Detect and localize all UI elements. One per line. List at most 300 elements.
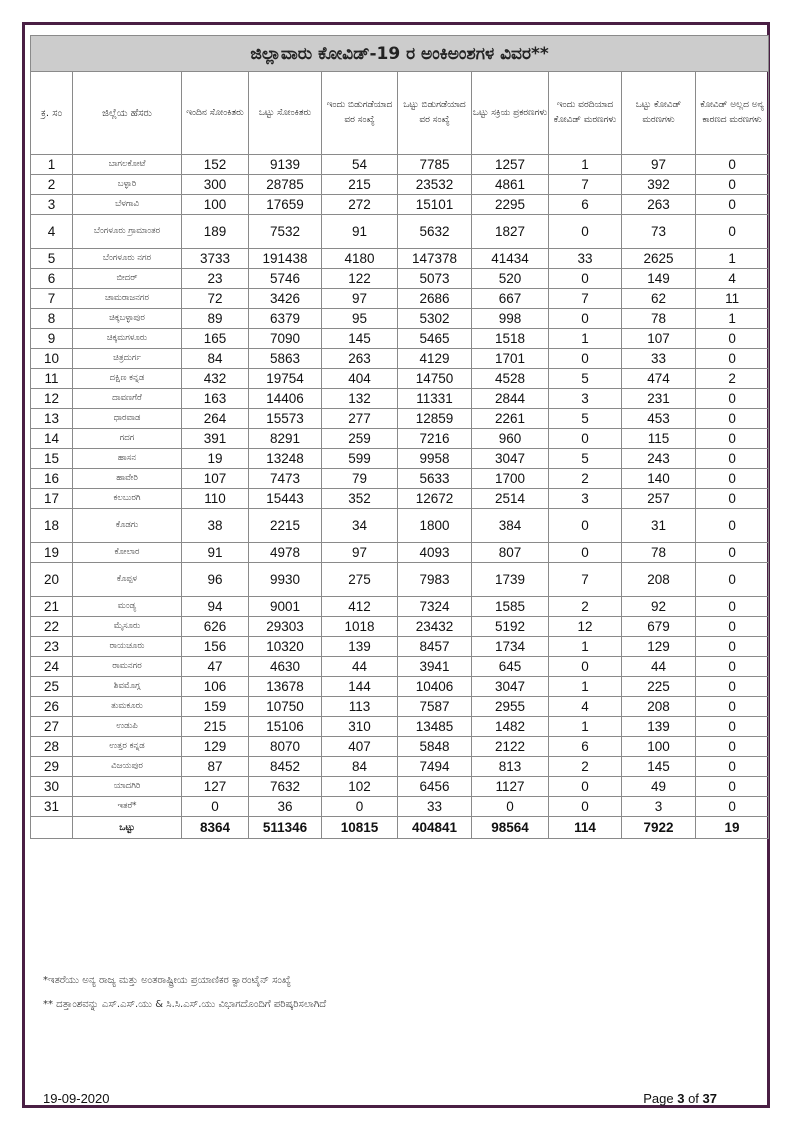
table-row [31,797,769,817]
cell-today-positive: 189 [182,215,249,249]
cell-active-cases: 0 [472,797,549,817]
cell-district: ಬೆಳಗಾವಿ [73,195,182,215]
cell-today-positive: 163 [182,389,249,409]
page-total: 37 [702,1091,717,1106]
cell-today-positive: 156 [182,637,249,657]
cell-active-cases: 2122 [472,737,549,757]
cell-non-covid-deaths: 0 [696,757,769,777]
total-row [31,817,769,839]
cell-total-discharged: 7785 [398,155,472,175]
cell-total-deaths: 474 [622,369,696,389]
cell-non-covid-deaths: 0 [696,215,769,249]
cell-serial: 25 [31,677,73,697]
cell-serial: 16 [31,469,73,489]
cell-serial: 10 [31,349,73,369]
cell-total-deaths: 140 [622,469,696,489]
cell-non-covid-deaths: 1 [696,309,769,329]
cell-today-positive: 89 [182,309,249,329]
cell-today-deaths: 5 [549,409,622,429]
footer-date: 19-09-2020 [43,1091,110,1106]
cell-non-covid-deaths: 0 [696,389,769,409]
cell-total-discharged: 147378 [398,249,472,269]
total-today-deaths: 114 [549,817,622,839]
cell-today-discharged: 79 [322,469,398,489]
cell-total-positive: 15573 [249,409,322,429]
cell-total-deaths: 73 [622,215,696,249]
cell-today-positive: 152 [182,155,249,175]
cell-total-discharged: 33 [398,797,472,817]
cell-total-deaths: 145 [622,757,696,777]
cell-serial: 19 [31,543,73,563]
table-row [31,369,769,389]
cell-non-covid-deaths: 0 [696,777,769,797]
cell-total-deaths: 453 [622,409,696,429]
cell-non-covid-deaths: 0 [696,637,769,657]
table-title: ಜಿಲ್ಲಾವಾರು ಕೋವಿಡ್-19 ರ ಅಂಕಿಅಂಶಗಳ ವಿವರ** [31,36,769,72]
cell-today-deaths: 0 [549,777,622,797]
header-col-active-cases: ಒಟ್ಟು ಸಕ್ರಿಯ ಪ್ರಕರಣಗಳು [472,72,549,155]
cell-today-discharged: 44 [322,657,398,677]
table-row [31,637,769,657]
cell-serial: 17 [31,489,73,509]
cell-district: ಚಾಮರಾಜನಗರ [73,289,182,309]
cell-non-covid-deaths: 0 [696,195,769,215]
cell-total-discharged: 9958 [398,449,472,469]
cell-today-positive: 300 [182,175,249,195]
cell-total-deaths: 243 [622,449,696,469]
table-row [31,449,769,469]
cell-total-positive: 9001 [249,597,322,617]
table-row [31,717,769,737]
cell-serial: 13 [31,409,73,429]
table-row [31,777,769,797]
footnote-others: *ಇತರೆಯು ಅನ್ಯ ರಾಜ್ಯ ಮತ್ತು ಅಂತರಾಷ್ಟ್ರೀಯ ಪ್ರಯಾಣಿಕರ ಕ್ವಾರಂಟೈನ್ ಸಂಖ್ಯೆ [43,975,291,986]
cell-district: ಬಾಗಲಕೋಟೆ [73,155,182,175]
cell-today-deaths: 6 [549,195,622,215]
total-today-positive: 8364 [182,817,249,839]
cell-serial: 30 [31,777,73,797]
cell-non-covid-deaths: 4 [696,269,769,289]
cell-total-discharged: 7324 [398,597,472,617]
cell-today-positive: 96 [182,563,249,597]
cell-today-positive: 127 [182,777,249,797]
cell-today-discharged: 132 [322,389,398,409]
header-col-non-covid-deaths: ಕೋವಿಡ್ ಅಲ್ಲದ ಅನ್ಯ ಕಾರಣದ ಮರಣಗಳು [696,72,769,155]
cell-serial: 27 [31,717,73,737]
table-row [31,429,769,449]
cell-district: ಕೊಡಗು [73,509,182,543]
cell-total-positive: 9930 [249,563,322,597]
cell-today-deaths: 1 [549,637,622,657]
header-col-today-discharged: ಇಂದು ಬಿಡುಗಡೆಯಾದ ವರ ಸಂಖ್ಯೆ [322,72,398,155]
cell-district: ಕಲಬುರಗಿ [73,489,182,509]
total-serial [31,817,73,839]
cell-today-positive: 165 [182,329,249,349]
cell-today-positive: 100 [182,195,249,215]
cell-non-covid-deaths: 0 [696,617,769,637]
cell-total-deaths: 257 [622,489,696,509]
cell-today-positive: 215 [182,717,249,737]
cell-non-covid-deaths: 0 [696,175,769,195]
cell-non-covid-deaths: 1 [696,249,769,269]
header-row [31,72,769,155]
cell-non-covid-deaths: 0 [696,329,769,349]
cell-district: ಮೈಸೂರು [73,617,182,637]
cell-today-discharged: 144 [322,677,398,697]
header-col-total-positive: ಒಟ್ಟು ಸೋಂಕಿತರು [249,72,322,155]
cell-total-positive: 5746 [249,269,322,289]
cell-total-deaths: 263 [622,195,696,215]
cell-serial: 2 [31,175,73,195]
cell-district: ಬಳ್ಳಾರಿ [73,175,182,195]
cell-total-discharged: 7587 [398,697,472,717]
cell-today-deaths: 0 [549,797,622,817]
cell-total-discharged: 2686 [398,289,472,309]
cell-serial: 8 [31,309,73,329]
cell-active-cases: 1585 [472,597,549,617]
cell-total-positive: 10320 [249,637,322,657]
table-row [31,269,769,289]
cell-total-deaths: 100 [622,737,696,757]
cell-total-positive: 4978 [249,543,322,563]
cell-total-discharged: 4129 [398,349,472,369]
cell-active-cases: 3047 [472,677,549,697]
cell-active-cases: 1701 [472,349,549,369]
cell-total-positive: 10750 [249,697,322,717]
cell-serial: 11 [31,369,73,389]
cell-total-deaths: 97 [622,155,696,175]
cell-total-discharged: 11331 [398,389,472,409]
cell-total-discharged: 14750 [398,369,472,389]
cell-district: ಬೀದರ್ [73,269,182,289]
cell-today-discharged: 122 [322,269,398,289]
table-row [31,409,769,429]
cell-active-cases: 1482 [472,717,549,737]
table-row [31,349,769,369]
cell-total-positive: 191438 [249,249,322,269]
cell-today-deaths: 12 [549,617,622,637]
table-row [31,289,769,309]
cell-today-positive: 23 [182,269,249,289]
cell-non-covid-deaths: 0 [696,469,769,489]
cell-today-discharged: 34 [322,509,398,543]
cell-total-positive: 7473 [249,469,322,489]
cell-serial: 4 [31,215,73,249]
cell-district: ಧಾರವಾಡ [73,409,182,429]
cell-today-deaths: 3 [549,389,622,409]
cell-today-positive: 84 [182,349,249,369]
cell-serial: 15 [31,449,73,469]
table-row [31,389,769,409]
cell-today-positive: 391 [182,429,249,449]
cell-non-covid-deaths: 0 [696,155,769,175]
cell-non-covid-deaths: 0 [696,697,769,717]
cell-today-discharged: 1018 [322,617,398,637]
cell-total-deaths: 2625 [622,249,696,269]
cell-total-discharged: 5633 [398,469,472,489]
cell-total-positive: 2215 [249,509,322,543]
cell-non-covid-deaths: 0 [696,737,769,757]
footnotes [43,969,326,1017]
cell-total-deaths: 115 [622,429,696,449]
cell-serial: 26 [31,697,73,717]
cell-total-positive: 15443 [249,489,322,509]
cell-total-deaths: 679 [622,617,696,637]
cell-total-discharged: 7216 [398,429,472,449]
cell-total-discharged: 23532 [398,175,472,195]
cell-active-cases: 4528 [472,369,549,389]
header-col-total-discharged: ಒಟ್ಟು ಬಿಡುಗಡೆಯಾದ ವರ ಸಂಖ್ಯೆ [398,72,472,155]
cell-non-covid-deaths: 11 [696,289,769,309]
cell-today-deaths: 7 [549,563,622,597]
cell-district: ವಿಜಯಪುರ [73,757,182,777]
cell-today-discharged: 310 [322,717,398,737]
cell-non-covid-deaths: 0 [696,563,769,597]
cell-today-deaths: 4 [549,697,622,717]
table-row [31,329,769,349]
cell-today-positive: 19 [182,449,249,469]
cell-today-deaths: 0 [549,429,622,449]
cell-non-covid-deaths: 0 [696,509,769,543]
page-number [643,1091,717,1106]
header-col-district: ಜಿಲ್ಲೆಯ ಹೆಸರು [73,72,182,155]
cell-today-discharged: 277 [322,409,398,429]
cell-today-deaths: 2 [549,757,622,777]
cell-today-discharged: 54 [322,155,398,175]
cell-total-positive: 7532 [249,215,322,249]
cell-active-cases: 1518 [472,329,549,349]
cell-district: ಹಾವೇರಿ [73,469,182,489]
cell-today-deaths: 0 [549,657,622,677]
cell-active-cases: 645 [472,657,549,677]
cell-total-positive: 29303 [249,617,322,637]
cell-total-discharged: 3941 [398,657,472,677]
header-col-total-deaths: ಒಟ್ಟು ಕೋವಿಡ್ ಮರಣಗಳು [622,72,696,155]
cell-today-positive: 3733 [182,249,249,269]
cell-district: ಮಂಡ್ಯ [73,597,182,617]
cell-total-deaths: 208 [622,697,696,717]
cell-today-discharged: 404 [322,369,398,389]
total-district: ಒಟ್ಟು [73,817,182,839]
table-row [31,249,769,269]
cell-today-deaths: 2 [549,469,622,489]
cell-active-cases: 960 [472,429,549,449]
cell-serial: 6 [31,269,73,289]
table-row [31,543,769,563]
cell-today-discharged: 4180 [322,249,398,269]
cell-total-positive: 28785 [249,175,322,195]
cell-total-positive: 14406 [249,389,322,409]
cell-district: ರಾಮನಗರ [73,657,182,677]
cell-total-positive: 17659 [249,195,322,215]
cell-today-positive: 91 [182,543,249,563]
cell-today-deaths: 33 [549,249,622,269]
cell-total-deaths: 139 [622,717,696,737]
cell-total-positive: 19754 [249,369,322,389]
cell-active-cases: 2261 [472,409,549,429]
cell-total-deaths: 231 [622,389,696,409]
cell-total-deaths: 92 [622,597,696,617]
cell-active-cases: 5192 [472,617,549,637]
cell-active-cases: 2844 [472,389,549,409]
cell-today-deaths: 0 [549,269,622,289]
cell-district: ಕೋಲಾರ [73,543,182,563]
cell-today-positive: 38 [182,509,249,543]
cell-today-discharged: 91 [322,215,398,249]
cell-active-cases: 1739 [472,563,549,597]
cell-active-cases: 1127 [472,777,549,797]
cell-active-cases: 1700 [472,469,549,489]
table-row [31,617,769,637]
cell-today-discharged: 599 [322,449,398,469]
cell-today-deaths: 6 [549,737,622,757]
table-body [31,155,769,839]
cell-district: ತುಮಕೂರು [73,697,182,717]
cell-active-cases: 4861 [472,175,549,195]
cell-total-positive: 8452 [249,757,322,777]
cell-non-covid-deaths: 0 [696,429,769,449]
cell-today-deaths: 3 [549,489,622,509]
cell-total-positive: 13248 [249,449,322,469]
cell-today-discharged: 97 [322,289,398,309]
cell-district: ದಕ್ಷಿಣ ಕನ್ನಡ [73,369,182,389]
cell-today-positive: 264 [182,409,249,429]
cell-today-deaths: 0 [549,309,622,329]
cell-active-cases: 1257 [472,155,549,175]
cell-active-cases: 384 [472,509,549,543]
cell-district: ದಾವಣಗೆರೆ [73,389,182,409]
cell-total-discharged: 6456 [398,777,472,797]
cell-non-covid-deaths: 0 [696,657,769,677]
cell-serial: 29 [31,757,73,777]
cell-today-discharged: 139 [322,637,398,657]
cell-serial: 3 [31,195,73,215]
cell-today-discharged: 102 [322,777,398,797]
cell-today-deaths: 7 [549,289,622,309]
cell-today-deaths: 0 [549,509,622,543]
table-row [31,563,769,597]
cell-district: ಚಿಕ್ಕಮಗಳೂರು [73,329,182,349]
header-col-today-deaths: ಇಂದು ವರದಿಯಾದ ಕೋವಿಡ್ ಮರಣಗಳು [549,72,622,155]
cell-non-covid-deaths: 0 [696,717,769,737]
cell-today-positive: 626 [182,617,249,637]
cell-district: ಗದಗ [73,429,182,449]
cell-total-deaths: 208 [622,563,696,597]
cell-total-positive: 8070 [249,737,322,757]
page-mid: of [684,1091,703,1106]
page-frame [22,22,770,1108]
cell-total-deaths: 129 [622,637,696,657]
cell-today-deaths: 1 [549,329,622,349]
cell-today-discharged: 0 [322,797,398,817]
cell-total-discharged: 23432 [398,617,472,637]
cell-today-deaths: 0 [549,349,622,369]
cell-serial: 20 [31,563,73,597]
table-row [31,657,769,677]
cell-total-positive: 4630 [249,657,322,677]
footnote-source: ** ದತ್ತಾಂಶವನ್ನು ಎಸ್.ಎಸ್.ಯು & ಸಿ.ಸಿ.ಎಸ್.ಯು ವಿಭಾಗದೊಂದಿಗೆ ಪರಿಷ್ಕರಿಸಲಾಗಿದೆ [43,999,327,1010]
table-row [31,737,769,757]
cell-serial: 7 [31,289,73,309]
cell-active-cases: 667 [472,289,549,309]
cell-non-covid-deaths: 0 [696,543,769,563]
cell-today-discharged: 145 [322,329,398,349]
cell-total-discharged: 13485 [398,717,472,737]
cell-district: ಚಿಕ್ಕಬಳ್ಳಾಪುರ [73,309,182,329]
cell-serial: 1 [31,155,73,175]
cell-today-positive: 0 [182,797,249,817]
cell-district: ಹಾಸನ [73,449,182,469]
cell-total-discharged: 4093 [398,543,472,563]
cell-district: ಶಿವಮೊಗ್ಗ [73,677,182,697]
total-today-discharged: 10815 [322,817,398,839]
cell-today-discharged: 352 [322,489,398,509]
cell-active-cases: 998 [472,309,549,329]
cell-non-covid-deaths: 0 [696,349,769,369]
cell-active-cases: 3047 [472,449,549,469]
table-row [31,175,769,195]
cell-serial: 24 [31,657,73,677]
cell-total-deaths: 31 [622,509,696,543]
cell-non-covid-deaths: 0 [696,797,769,817]
cell-today-positive: 47 [182,657,249,677]
cell-active-cases: 2955 [472,697,549,717]
cell-active-cases: 2295 [472,195,549,215]
cell-today-deaths: 0 [549,543,622,563]
cell-serial: 14 [31,429,73,449]
cell-today-discharged: 275 [322,563,398,597]
cell-district: ರಾಯಚೂರು [73,637,182,657]
cell-today-discharged: 259 [322,429,398,449]
cell-total-positive: 36 [249,797,322,817]
cell-today-discharged: 95 [322,309,398,329]
cell-non-covid-deaths: 0 [696,449,769,469]
cell-active-cases: 2514 [472,489,549,509]
total-total-discharged: 404841 [398,817,472,839]
cell-today-discharged: 113 [322,697,398,717]
cell-total-discharged: 5302 [398,309,472,329]
cell-today-discharged: 97 [322,543,398,563]
cell-today-deaths: 5 [549,369,622,389]
cell-total-deaths: 33 [622,349,696,369]
cell-total-discharged: 10406 [398,677,472,697]
cell-today-positive: 106 [182,677,249,697]
cell-total-positive: 7090 [249,329,322,349]
cell-today-positive: 87 [182,757,249,777]
cell-today-positive: 110 [182,489,249,509]
cell-today-discharged: 412 [322,597,398,617]
cell-total-discharged: 5073 [398,269,472,289]
cell-today-discharged: 263 [322,349,398,369]
page-current: 3 [677,1091,685,1106]
table-row [31,309,769,329]
table-row [31,155,769,175]
cell-active-cases: 41434 [472,249,549,269]
page-prefix: Page [643,1091,678,1106]
table-row [31,215,769,249]
cell-today-deaths: 5 [549,449,622,469]
cell-serial: 9 [31,329,73,349]
cell-active-cases: 520 [472,269,549,289]
district-covid-table [30,35,769,839]
cell-serial: 5 [31,249,73,269]
cell-active-cases: 807 [472,543,549,563]
cell-district: ಯಾದಗಿರಿ [73,777,182,797]
cell-total-positive: 8291 [249,429,322,449]
header-col-serial: ಕ್ರ. ಸಂ [31,72,73,155]
cell-non-covid-deaths: 0 [696,409,769,429]
cell-total-deaths: 78 [622,543,696,563]
